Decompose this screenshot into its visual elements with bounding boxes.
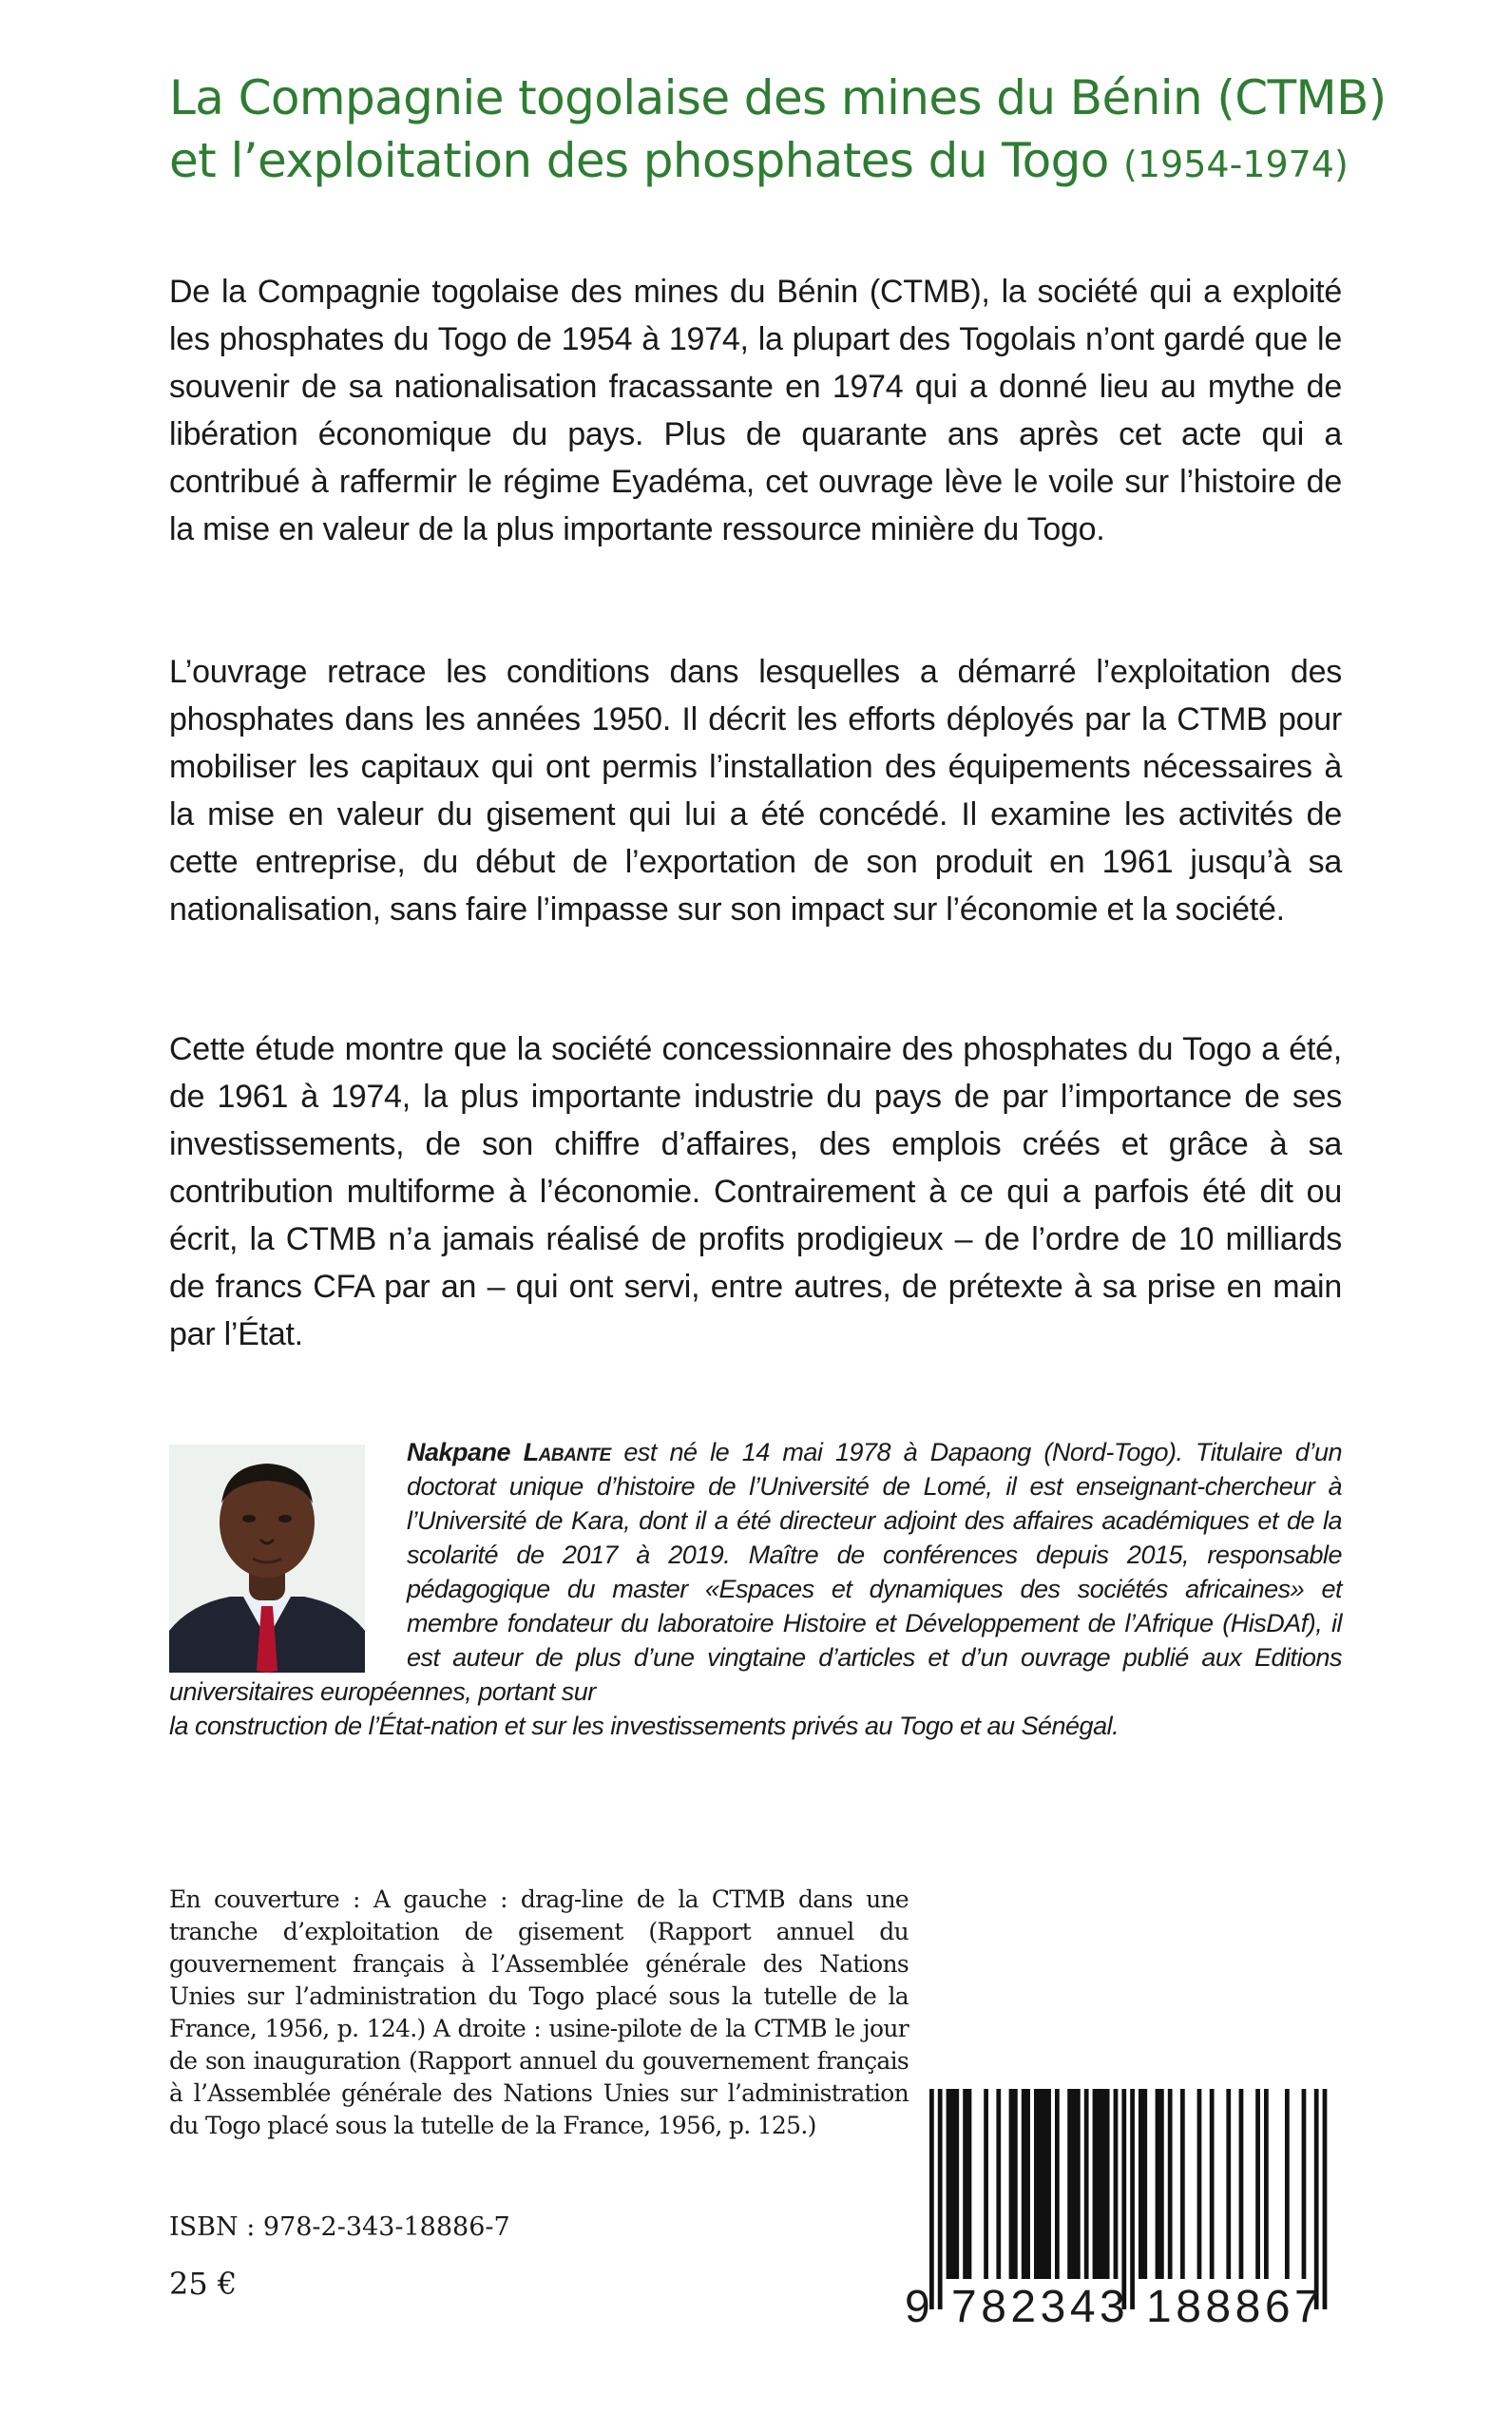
barcode-bar — [1121, 2089, 1126, 2309]
barcode-number: 9 782343 188867 — [905, 2282, 1325, 2332]
author-name — [407, 1438, 611, 1466]
barcode-bar — [1034, 2089, 1039, 2279]
barcode-bar — [1302, 2089, 1307, 2279]
barcode-bar — [1043, 2089, 1047, 2279]
barcode-bar — [1264, 2089, 1269, 2279]
barcode-bar — [1180, 2089, 1185, 2279]
barcode-bar — [1009, 2089, 1014, 2279]
barcode-bar — [947, 2089, 951, 2279]
barcode-bar — [1025, 2089, 1030, 2279]
barcode-bar — [1255, 2089, 1260, 2279]
barcode-bar — [1210, 2089, 1215, 2279]
barcode-bar — [1114, 2089, 1119, 2279]
barcode-bar — [1168, 2089, 1173, 2279]
barcode-bar — [1046, 2089, 1051, 2279]
author-first-name: Nakpane — [407, 1438, 511, 1466]
book-title — [169, 67, 1387, 196]
barcode-bar — [1323, 2089, 1328, 2309]
barcode-bar — [1159, 2089, 1164, 2279]
barcode-bar — [1093, 2089, 1098, 2279]
title-line-2-text: et l’exploitation des phosphates du Togo — [169, 133, 1109, 188]
barcode-bar — [1197, 2089, 1202, 2279]
barcode-bar — [967, 2089, 972, 2279]
author-last-name: Labante — [523, 1438, 611, 1466]
barcode-bar — [1105, 2089, 1110, 2279]
author-bio-text: est né le 14 mai 1978 à Dapaong (Nord-Togo). Titulaire d’un doctorat unique d’histoire de l’Université de Lomé, il est enseignant-chercheur à l’Université de Kara, dont il a été directeur adjoint des affaires académiques et de la scolarité de 2017 à 2019. Maître de conférences depuis 2015, responsable pédagogique du master «Espaces et dynamiques des sociétés africaines» et membre fondateur du laboratoire Histoire et Développement de l’Afrique (HisDAf), il est auteur de plus d’une vingtaine d’articles et d’un ouvrage publié aux Editions universitaires européennes, portant sur — [169, 1438, 1342, 1706]
title-line-2 — [169, 129, 1367, 196]
barcode-bar — [1139, 2089, 1143, 2279]
barcode-bar — [1076, 2089, 1081, 2279]
barcode-bar — [1055, 2089, 1060, 2279]
barcode-bar — [1156, 2089, 1160, 2279]
title-line-1: La Compagnie togolaise des mines du Bénin (CTMB) — [169, 70, 1387, 125]
barcode-bar — [1013, 2089, 1018, 2279]
summary-paragraph-2: L’ouvrage retrace les conditions dans lesquelles a démarré l’exploitation des phosphates dans les années 1950. Il décrit les efforts déployés par la CTMB pour mobiliser les capitaux qui ont permis l’installation des équipements nécessaires à la mise en valeur du gisement qui lui a été concédé. Il examine les activités de cette entreprise, du début de l’exportation de son produit en 1961 jusqu’à sa nationalisation, sans faire l’impasse sur son impact sur l’économie et la société. — [169, 654, 1342, 928]
barcode-bar — [929, 2089, 934, 2309]
summary-paragraph-3: Cette étude montre que la société concessionnaire des phosphates du Togo a été, de 1961 à 1974, la plus importante industrie du pays de par l’importance de ses investissements, de son chiffre d’affaires, des emplois créés et grâce à sa contribution multiforme à l’économie. Contrairement à ce qui a parfois été dit ou écrit, la CTMB n’a jamais réalisé de profits prodigieux – de l’ordre de 10 milliards de francs CFA par an – qui ont servi, entre autres, de prétexte à sa prise en main par l’État. — [169, 1031, 1342, 1352]
barcode-bar — [1084, 2089, 1089, 2279]
barcode-bar — [1314, 2089, 1319, 2309]
barcode-bar — [1239, 2089, 1244, 2279]
barcode-bar — [1226, 2089, 1231, 2279]
barcode-bar — [1285, 2089, 1290, 2279]
barcode-bar — [954, 2089, 959, 2279]
barcode-bar — [938, 2089, 943, 2309]
cover-credit: En couverture : A gauche : drag-line de la CTMB dans une tranche d’exploitation de gisement (Rapport annuel du gouvernement français à l’Assemblée générale des Nations Unies sur l’administration du Togo placé sous la tutelle de la France, 1956, p. 124.) A droite : usine-pilote de la CTMB le jour de son inauguration (Rapport annuel du gouvernement français à l’Assemblée générale des Nations Unies sur l’administration du Togo placé sous la tutelle de la France, 1956, p. 125.) — [169, 1886, 909, 2139]
author-bio-last-line: la construction de l’État-nation et sur les investissements privés au Togo et au Sénégal. — [169, 1712, 1120, 1740]
barcode-bar — [1097, 2089, 1101, 2279]
title-years: (1954-1974) — [1123, 144, 1349, 185]
barcode-bar — [950, 2089, 955, 2279]
price: 25 € — [169, 2266, 238, 2302]
summary-paragraph-1: De la Compagnie togolaise des mines du Bénin (CTMB), la société qui a exploité les phosphates du Togo de 1954 à 1974, la plupart des Togolais n’ont gardé que le souvenir de sa nationalisation fracassante en 1974 qui a donné lieu au mythe de libération économique du pays. Plus de quarante ans après cet acte qui a contribué à raffermir le régime Eyadéma, cet ouvrage lève le voile sur l’histoire de la mise en valeur de la plus importante ressource minière du Togo. — [169, 274, 1342, 547]
barcode-bar — [1072, 2089, 1077, 2279]
author-bio — [169, 1435, 1342, 1743]
barcode-bar — [1101, 2089, 1105, 2279]
barcode-bar — [963, 2089, 967, 2279]
barcode-bar — [1038, 2089, 1043, 2279]
barcode-bar — [996, 2089, 1001, 2279]
barcode-bar — [1130, 2089, 1135, 2309]
barcode-bar — [1067, 2089, 1072, 2279]
isbn: ISBN : 978-2-343-18886-7 — [169, 2212, 510, 2242]
barcode-bar — [1022, 2089, 1026, 2279]
barcode-bar — [1142, 2089, 1147, 2279]
barcode-bar — [984, 2089, 988, 2279]
